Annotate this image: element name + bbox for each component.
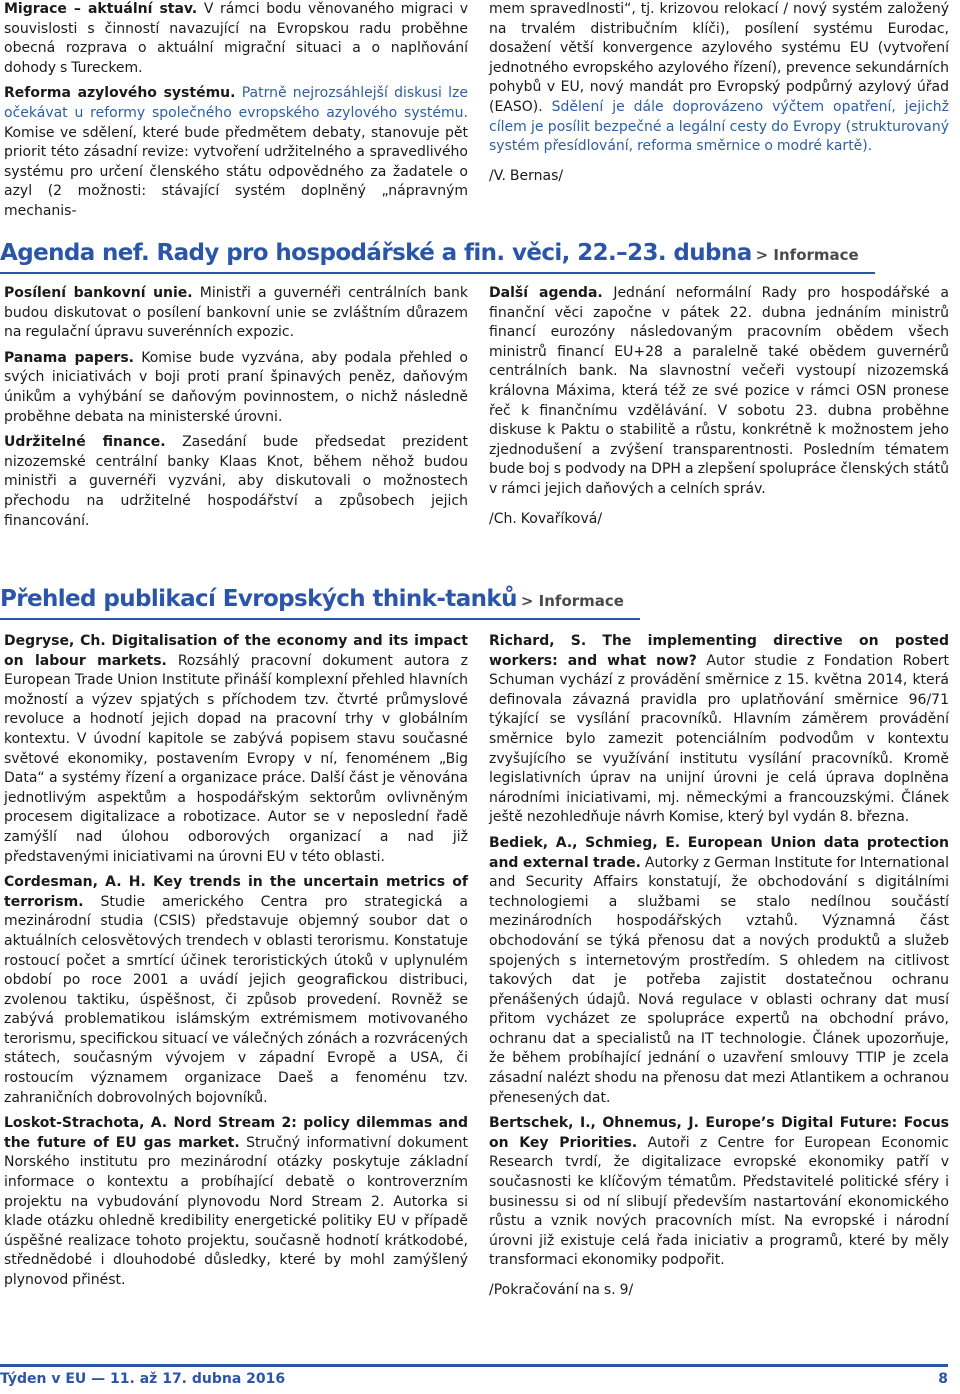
continuation-note: /Pokračování na s. 9/ xyxy=(489,1282,634,1298)
publication-citation: Bediek, A., Schmieg, E. European Union data protection and external trade. xyxy=(489,834,949,871)
paragraph-panama-papers: Panama papers. Komise bude vyzvána, aby podala přehled o svých iniciativách v boji proti praní špinavých peněz, daňovým únikům a vyhýbání se daňovým povinnostem, o nichž následně proběhne debata na ministerské úrovni. xyxy=(4,349,468,425)
section2-left-column xyxy=(4,284,468,531)
informace-link[interactable]: > Informace xyxy=(520,592,624,610)
paragraph-other-agenda: Další agenda. Jednání neformální Rady pro hospodářské a finanční věci započne v pátek 22. dubna jednáním ministrů financí eurozóny následovaným pracovním obědem všech ministrů financí EU+28 a paralelně také obědem guvernérů centrálních bank. Na slavnostní večeři vystoupí nizozemská královna Máxima, která též ze své pozice v rámci OSN pronese řeč k finančnímu vzdělávání. V sobotu 23. dubna proběhne diskuse k Paktu o stabilitě a růstu, konkrétně k možnostem jeho zjednodušení a zvýšení transparentnosti. Posledním tématem bude boj s podvody na DPH a zlepšení spolupráce členských států v rámci jejich daňových a celních správ. xyxy=(489,285,950,497)
author-signature: /V. Bernas/ xyxy=(489,167,564,184)
subheading: Reforma azylového systému. xyxy=(4,85,236,102)
paragraph-banking-union: Posílení bankovní unie. Ministři a guvernéři centrálních bank budou diskutovat o posílení bankovní unie se zvláštním důrazem na regulační úpravu suverénních expozic. xyxy=(4,285,469,341)
author-signature: /Ch. Kovaříková/ xyxy=(489,510,603,527)
page-footer xyxy=(0,1364,948,1387)
section1-right-column xyxy=(489,0,949,192)
publication-entry: Bertschek, I., Ohnemus, J. Europe’s Digital Future: Focus on Key Priorities. Autoři z Centre for European Economic Research tvrdí, že digitalizace evropské ekonomiky patří v současnosti ke klíčovým tématům. Představitelé politické sféry i businessu si od ní slibují především nastartování ekonomického růstu a vznik nových pracovních míst. Na evropské i národní úrovni již existuje celá řada iniciativ a programů, které by měly transformaci ekonomiky podpořit. xyxy=(489,1115,950,1269)
section3-right-column xyxy=(489,632,949,1307)
subheading: Udržitelné finance. xyxy=(4,434,166,451)
section-divider xyxy=(0,618,640,620)
paragraph-asylum-reform: Reforma azylového systému. Patrně nejrozsáhlejší diskusi lze očekávat u reformy společného evropského azylového systému. Komise ve sdělení, které bude předmětem debaty, stanovuje pět priorit této zásadní revize: vytvoření udržitelného a spravedlivého systému pro určení členského státu odpovědného za žadatele o azyl (2 možnosti: stávající systém doplněný „nápravným mechanis- xyxy=(4,85,468,219)
section2-right-column xyxy=(489,284,949,535)
section-divider xyxy=(0,272,875,274)
publication-citation: Bertschek, I., Ohnemus, J. Europe’s Digital Future: Focus on Key Priorities. xyxy=(489,1115,949,1151)
page-number: 8 xyxy=(938,1371,948,1387)
subheading: Migrace – aktuální stav. xyxy=(4,1,198,17)
publication-entry: Degryse, Ch. Digitalisation of the economy and its impact on labour markets. Rozsáhlý pracovní dokument autora z European Trade Union Institute přináší komplexní přehled hlavních možností a výzev spjatých s příchodem tzv. čtvrté průmyslové revoluce a hodnotí jejich dopad na pracovní trhy v globálním kontextu. V úvodní kapitole se zabývá popisem stavu současné světové ekonomiky, postavením Evropy v ní, fenoménem „Big Data“ a systémy řízení a organizace práce. Další část je věnována jednotlivým aspektům a hospodářským sektorům ovlivněným procesem digitalizace a robotizace. Autor se v neposlední řadě zamýšlí nad úlohou odborových organizací a nad již představenými iniciativami na úrovni EU v této oblasti. xyxy=(4,633,468,865)
section-title-ecofin: Agenda nef. Rady pro hospodářské a fin. věci, 22.–23. dubna > Informace xyxy=(0,240,859,266)
section3-left-column xyxy=(4,632,468,1291)
subheading: Posílení bankovní unie. xyxy=(4,285,193,301)
publication-entry: Richard, S. The implementing directive on posted workers: and what now? Autor studie z Fondation Robert Schuman vychází z provádění směrnice z 15. května 2014, která definovala závazná pravidla pro uplatňování směrnice 96/71 týkající se vysílání pracovníků. Hlavním záměrem provádění směrnice bylo zamezit potenciálním podvodům v kontextu zvyšujícího se využívání institutu vysílání pracovníků. Kromě legislativních úprav na unijní úrovni je celá úprava doplněna národními iniciativami, mj. německými a francouzskými. Článek ještě nezohledňuje návrh Komise, který byl vydán 8. března. xyxy=(489,633,949,826)
informace-link[interactable]: > Informace xyxy=(755,246,859,264)
subheading: Panama papers. xyxy=(4,349,134,366)
section1-left-column xyxy=(4,0,468,222)
publication-entry: Bediek, A., Schmieg, E. European Union data protection and external trade. Autorky z German Institute for International and Security Affairs konstatují, že obchodování s digitálními technologiemi a službami se stalo nedílnou součástí mezinárodních hospodářských vztahů. Významná část obchodování se týká přenosu dat a nových produktů a služeb spojených s internetovým prostředím. S ohledem na citlivost takových dat je potřeba zajistit dostatečnou ochranu přenášených údajů. Nová regulace v oblasti ochrany dat musí přitom vycházet ze spolupráce expertů na obchodní právo, ochranu dat a specialistů na IT technologie. Článek upozorňuje, že během probíhající jednání o uzavření smlouvy TTIP je zcela zásadní nalézt shodu na přenosu dat mezi Atlantikem a ochranou přenesených dat. xyxy=(489,834,949,1106)
paragraph-migration: Migrace – aktuální stav. V rámci bodu věnovaného migraci v souvislosti s činností navazující na Evropskou radu proběhne obecná rozprava o aktuální migrační situaci a o naplňování dohody s Tureckem. xyxy=(4,1,468,76)
paragraph-sustainable-finance: Udržitelné finance. Zasedání bude předsedat prezident nizozemské centrální banky Klaas Knot, během něhož budou ministři a guvernéři vyzváni, aby diskutovali o možnostech přechodu na udržitelné hospodářství a způsobech jejich financování. xyxy=(4,434,468,529)
section-title-think-tanks: Přehled publikací Evropských think-tanků > Informace xyxy=(0,586,624,612)
subheading: Další agenda. xyxy=(489,285,603,301)
publication-citation: Cordesman, A. H. Key trends in the uncertain metrics of terrorism. xyxy=(4,874,468,910)
publication-entry: Cordesman, A. H. Key trends in the uncertain metrics of terrorism. Studie amerického Centra pro strategická a mezinárodní studia (CSIS) představuje objemný soubor dat o aktuálních celosvětových trendech v oblasti terorismu. Konstatuje rostoucí počet a smrtící účinek teroristických útoků v uplynulém období po roce 2001 a uvádí jejich geografickou distribuci, zvolenou taktiku, úspěšnost, či způsob provedení. Rovněž se zabývá problematikou islámským extrémismem motivovaného terorismu, specifickou situací ve válečných zónách a rozvrácených státech, současným vývojem v západní Evropě a USA, či rostoucím významem organizace Daeš a fenoménu tzv. zahraničních dobrovolných bojovníků. xyxy=(4,874,468,1106)
paragraph-asylum-continued: mem spravedlnosti“, tj. krizovou relokací / nový systém založený na trvalém distribučním klíči), posílení systému Eurodac, dosažení větší konvergence azylového systému EU (vytvoření jednotného evropského azylového řízení), prevence sekundárních pohybů v EU, nový mandát pro Evropský podpůrný azylový úřad (EASO). Sdělení je dále doprovázeno výčtem opatření, jejichž cílem je posílit bezpečné a legální cesty do Evropy (strukturovaný systém přesídlování, reforma směrnice o modré kartě). xyxy=(489,1,949,155)
publication-entry: Loskot-Strachota, A. Nord Stream 2: policy dilemmas and the future of EU gas market. Stručný informativní dokument Norského institutu pro mezinárodní otázky poskytuje základní informace o kontextu a probíhající debatě o kontroverzním projektu na vybudování plynovodu Nord Stream 2. Autorka si klade otázku ohledně kredibility energetické politiky EU v případě úspěšné realizace tohoto projektu, současně hodnotí krátkodobé, střednědobé i dlouhodobé důsledky, které by mohl zamýšlený plynovod přinést. xyxy=(4,1115,468,1288)
publication-citation: Richard, S. The implementing directive on posted workers: and what now? xyxy=(489,633,949,669)
publication-citation: Loskot-Strachota, A. Nord Stream 2: policy dilemmas and the future of EU gas market. xyxy=(4,1115,468,1151)
publication-citation: Degryse, Ch. Digitalisation of the economy and its impact on labour markets. xyxy=(4,633,468,669)
footer-title: Týden v EU — 11. až 17. dubna 2016 xyxy=(0,1371,286,1387)
